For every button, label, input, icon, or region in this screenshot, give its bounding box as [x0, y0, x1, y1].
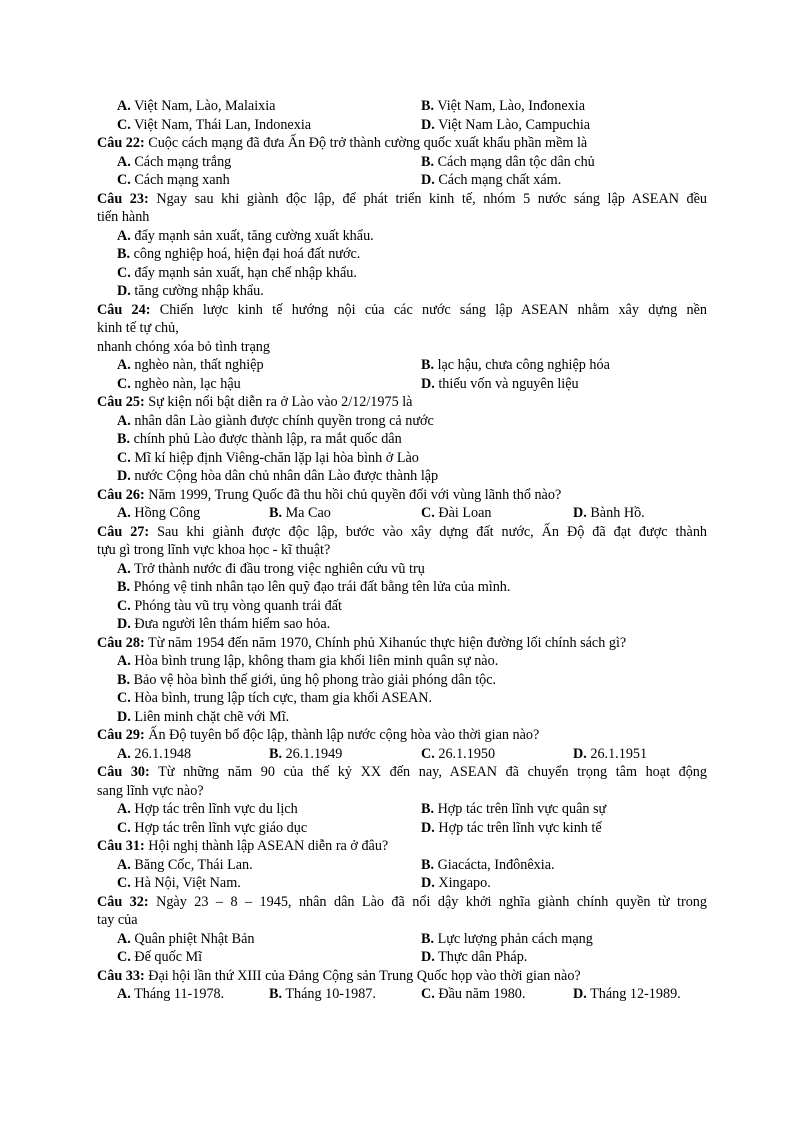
q32-option-d: D. Thực dân Pháp. [421, 949, 528, 965]
q23-option-c: C. đẩy mạnh sản xuất, hạn chế nhập khẩu. [117, 264, 357, 281]
q29-option-b: B. 26.1.1949 [269, 745, 343, 762]
q31-option-d: D. Xingapo. [421, 875, 491, 891]
q28-option-c: C. Hòa bình, trung lập tích cực, tham gia khối ASEAN. [117, 690, 433, 706]
q28-question: Câu 28: Từ năm 1954 đến năm 1970, Chính phủ Xihanúc thực hiện đường lối chính sách gì? [97, 634, 627, 651]
q26-options-row [97, 504, 707, 523]
q21-option-d: D. Việt Nam Lào, Campuchia [421, 116, 591, 133]
q29-option-d: D. 26.1.1951 [573, 745, 648, 762]
exam-page [97, 97, 707, 1004]
q27-option-c: C. Phóng tàu vũ trụ vòng quanh trái đất [117, 597, 343, 614]
q29-option-c: C. 26.1.1950 [421, 745, 496, 762]
q24-question-cont-2: nhanh chóng xóa bỏ tình trạng [97, 338, 270, 355]
q32-question-cont: tay của [97, 912, 138, 928]
q21-option-c: C. Việt Nam, Thái Lan, Indonexia [117, 116, 312, 133]
q31-question: Câu 31: Hội nghị thành lập ASEAN diễn ra ở đâu? [97, 838, 389, 854]
q25-option-d: D. nước Cộng hòa dân chủ nhân dân Lào được thành lập [117, 468, 439, 484]
q24-question: Câu 24: Chiến lược kinh tế hướng nội của các nước sáng lập ASEAN nhằm xây dựng nền [97, 301, 707, 318]
q30-option-b: B. Hợp tác trên lĩnh vực quân sự [421, 801, 607, 817]
q33-question: Câu 33: Đại hội lần thứ XIII của Đảng Cộng sản Trung Quốc họp vào thời gian nào? [97, 967, 581, 984]
q30-option-c: C. Hợp tác trên lĩnh vực giáo dục [117, 819, 308, 836]
q23-option-d: D. tăng cường nhập khẩu. [117, 283, 264, 299]
q22-option-b: B. Cách mạng dân tộc dân chủ [421, 153, 595, 170]
q25-option-b: B. chính phủ Lào được thành lập, ra mắt quốc dân [117, 431, 402, 447]
q26-option-c: C. Đài Loan [421, 505, 492, 521]
q25-option-a: A. nhân dân Lào giành được chính quyền trong cả nước [117, 412, 434, 429]
q24-options-row-1 [97, 356, 707, 375]
q31-option-b: B. Giacácta, Inđônêxia. [421, 856, 555, 873]
q31-options-row-2 [97, 874, 707, 893]
q26-option-a: A. Hồng Công [117, 505, 201, 521]
q31-option-c: C. Hà Nội, Việt Nam. [117, 875, 241, 891]
q21-option-b: B. Việt Nam, Lào, Inđonexia [421, 98, 585, 114]
q33-option-d: D. Tháng 12-1989. [573, 986, 681, 1002]
q21-options-row-2 [97, 116, 707, 135]
q32-option-a: A. Quân phiệt Nhật Bản [117, 930, 255, 947]
q30-question-cont: sang lĩnh vực nào? [97, 782, 204, 799]
q29-question: Câu 29: Ấn Độ tuyên bố độc lập, thành lập nước cộng hòa vào thời gian nào? [97, 727, 540, 743]
q31-option-a: A. Băng Cốc, Thái Lan. [117, 856, 253, 873]
q30-option-a: A. Hợp tác trên lĩnh vực du lịch [117, 801, 298, 817]
q23-option-b: B. công nghiệp hoá, hiện đại hoá đất nước. [117, 246, 361, 262]
q24-option-a: A. nghèo nàn, thất nghiệp [117, 357, 264, 373]
q33-option-a: A. Tháng 11-1978. [117, 986, 225, 1002]
q24-options-row-2 [97, 375, 707, 394]
q27-option-b: B. Phóng vệ tinh nhân tạo lên quỹ đạo trái đất bằng tên lửa của mình. [117, 579, 511, 595]
q27-question-cont: tựu gì trong lĩnh vực khoa học - kĩ thuật? [97, 542, 331, 558]
q28-option-b: B. Bảo vệ hòa bình thế giới, ủng hộ phong trào giải phóng dân tộc. [117, 671, 497, 688]
q32-options-row-2 [97, 948, 707, 967]
q29-option-a: A. 26.1.1948 [117, 745, 192, 762]
q21-options-row-1 [97, 97, 707, 116]
q23-question: Câu 23: Ngay sau khi giành độc lập, để phát triển kinh tế, nhóm 5 nước sáng lập ASEAN đều [97, 190, 708, 207]
q31-options-row-1 [97, 856, 707, 875]
q32-option-b: B. Lực lượng phản cách mạng [421, 930, 593, 947]
q25-option-c: C. Mĩ kí hiệp định Viêng-chăn lặp lại hòa bình ở Lào [117, 449, 419, 466]
q27-option-a: A. Trở thành nước đi đầu trong việc nghiên cứu vũ trụ [117, 560, 425, 577]
q28-option-d: D. Liên minh chặt chẽ với Mĩ. [117, 708, 290, 725]
q26-option-d: D. Bành Hồ. [573, 505, 645, 521]
q23-option-a: A. đẩy mạnh sản xuất, tăng cường xuất khẩu. [117, 227, 374, 244]
q22-options-row-2 [97, 171, 707, 190]
q24-question-cont-1: kinh tế tự chủ, [97, 320, 179, 336]
q26-option-b: B. Ma Cao [269, 505, 331, 521]
q24-option-c: C. nghèo nàn, lạc hậu [117, 375, 241, 392]
q23-question-cont: tiến hành [97, 209, 150, 225]
q24-option-d: D. thiếu vốn và nguyên liệu [421, 375, 579, 392]
q30-question: Câu 30: Từ những năm 90 của thế kỷ XX đến nay, ASEAN đã chuyển trọng tâm hoạt động [97, 764, 707, 780]
q27-option-d: D. Đưa người lên thám hiểm sao hỏa. [117, 616, 331, 632]
q33-options-row [97, 985, 707, 1004]
q30-options-row-2 [97, 819, 707, 838]
q28-option-a: A. Hòa bình trung lập, không tham gia khối liên minh quân sự nào. [117, 653, 499, 669]
q22-option-d: D. Cách mạng chất xám. [421, 172, 562, 188]
q29-options-row [97, 745, 707, 764]
q32-option-c: C. Đế quốc Mĩ [117, 949, 203, 965]
q24-option-b: B. lạc hậu, chưa công nghiệp hóa [421, 357, 610, 373]
q33-option-b: B. Tháng 10-1987. [269, 986, 376, 1002]
q33-option-c: C. Đầu năm 1980. [421, 986, 526, 1002]
q27-question: Câu 27: Sau khi giành được độc lập, bước vào xây dựng đất nước, Ấn Độ đã đạt được thành [97, 523, 708, 540]
q32-question: Câu 32: Ngày 23 – 8 – 1945, nhân dân Lào đã nổi dậy khởi nghĩa giành chính quyền từ trong [97, 893, 707, 910]
q30-option-d: D. Hợp tác trên lĩnh vực kinh tế [421, 819, 602, 836]
q30-options-row-1 [97, 800, 707, 819]
q22-option-a: A. Cách mạng trắng [117, 153, 232, 170]
q22-option-c: C. Cách mạng xanh [117, 172, 230, 188]
q32-options-row-1 [97, 930, 707, 949]
q26-question: Câu 26: Năm 1999, Trung Quốc đã thu hồi chủ quyền đối với vùng lãnh thổ nào? [97, 486, 562, 503]
q21-option-a: A. Việt Nam, Lào, Malaixia [117, 98, 276, 114]
q22-question: Câu 22: Cuộc cách mạng đã đưa Ấn Độ trở thành cường quốc xuất khẩu phần mềm là [97, 135, 588, 151]
q25-question: Câu 25: Sự kiện nổi bật diễn ra ở Lào vào 2/12/1975 là [97, 394, 413, 410]
q22-options-row-1 [97, 153, 707, 172]
